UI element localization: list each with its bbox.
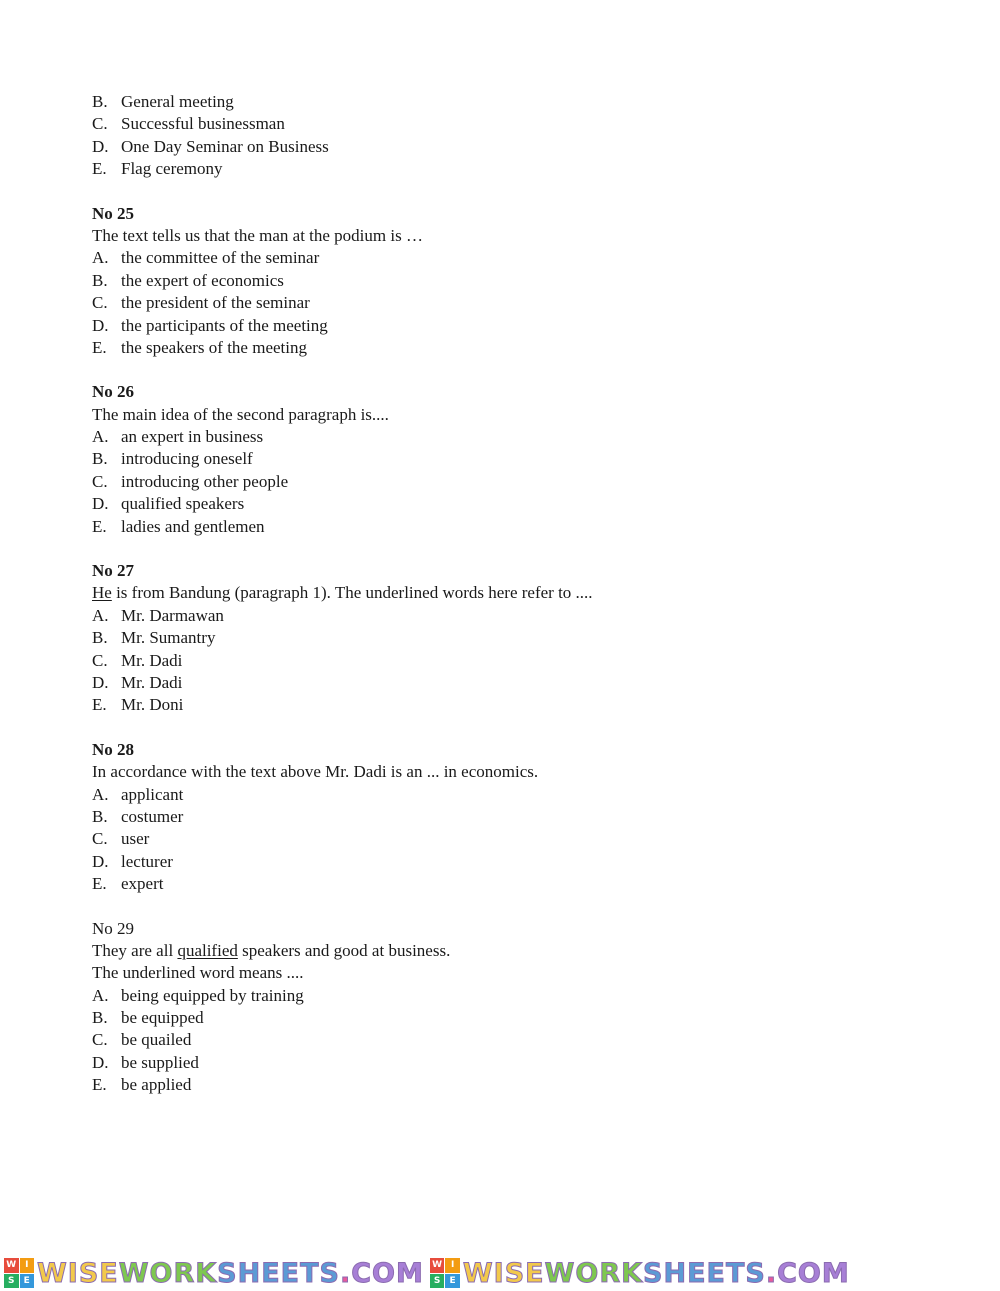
question-text: In accordance with the text above Mr. Dadi is an ... in economics. <box>92 762 539 782</box>
question-heading: No 28 <box>92 739 135 759</box>
option-row: E. Mr. Doni <box>92 695 184 715</box>
brand-mark <box>4 1258 424 1289</box>
option-row: D. One Day Seminar on Business <box>92 136 329 156</box>
underlined-word: He <box>92 583 112 603</box>
question-text: The main idea of the second paragraph is.... <box>92 404 389 424</box>
question-29 <box>92 918 952 1097</box>
option-row: D. Mr. Dadi <box>92 672 183 692</box>
question-28 <box>92 739 952 896</box>
option-row: C. the president of the seminar <box>92 293 310 313</box>
question-text: The text tells us that the man at the podium is … <box>92 225 423 245</box>
option-row: A. applicant <box>92 784 184 804</box>
question-heading: No 27 <box>92 561 135 581</box>
question-27 <box>92 560 952 717</box>
brand-wordmark: WISEWORKSHEETS.COM <box>462 1257 850 1289</box>
option-row: B. the expert of economics <box>92 270 284 290</box>
option-row: E. the speakers of the meeting <box>92 337 307 357</box>
option-row: B. Mr. Sumantry <box>92 628 216 648</box>
brand-wordmark: WISEWORKSHEETS.COM <box>37 1257 424 1289</box>
option-row: A. Mr. Darmawan <box>92 605 224 625</box>
question-heading: No 29 <box>92 918 135 938</box>
question-heading: No 25 <box>92 203 135 223</box>
option-row: C. user <box>92 829 150 849</box>
option-row: E. ladies and gentlemen <box>92 516 265 536</box>
brand-mark <box>430 1258 850 1289</box>
underlined-word: qualified <box>177 940 238 960</box>
option-row: B. costumer <box>92 806 184 826</box>
question-26 <box>92 381 952 538</box>
option-row: B. introducing oneself <box>92 449 253 469</box>
question-text: He is from Bandung (paragraph 1). The underlined words here refer to .... <box>92 583 593 603</box>
option-row: A. an expert in business <box>92 427 264 447</box>
carryover-options <box>92 91 952 181</box>
option-row: C. Mr. Dadi <box>92 650 183 670</box>
option-row: C. Successful businessman <box>92 114 285 134</box>
option-row: A. the committee of the seminar <box>92 248 320 268</box>
question-heading: No 26 <box>92 382 135 402</box>
option-row: A. being equipped by training <box>92 985 304 1005</box>
option-row: D. qualified speakers <box>92 494 245 514</box>
option-row: E. expert <box>92 874 164 894</box>
option-row: D. the participants of the meeting <box>92 315 328 335</box>
option-row: B. General meeting <box>92 92 234 111</box>
option-row: E. be applied <box>92 1075 192 1095</box>
option-row: D. be supplied <box>92 1052 199 1072</box>
option-row: E. Flag ceremony <box>92 159 223 179</box>
footer-watermark <box>0 1255 1000 1291</box>
question-text-line2: The underlined word means .... <box>92 963 304 983</box>
logo-icon: W I S E <box>430 1258 460 1288</box>
logo-icon: W I S E <box>4 1258 34 1288</box>
question-text: They are all qualified speakers and good at business. <box>92 940 451 960</box>
option-row: D. lecturer <box>92 851 173 871</box>
option-row: C. introducing other people <box>92 471 289 491</box>
option-row: B. be equipped <box>92 1008 204 1028</box>
worksheet-page <box>92 91 952 1097</box>
question-25 <box>92 203 952 360</box>
option-row: C. be quailed <box>92 1030 192 1050</box>
